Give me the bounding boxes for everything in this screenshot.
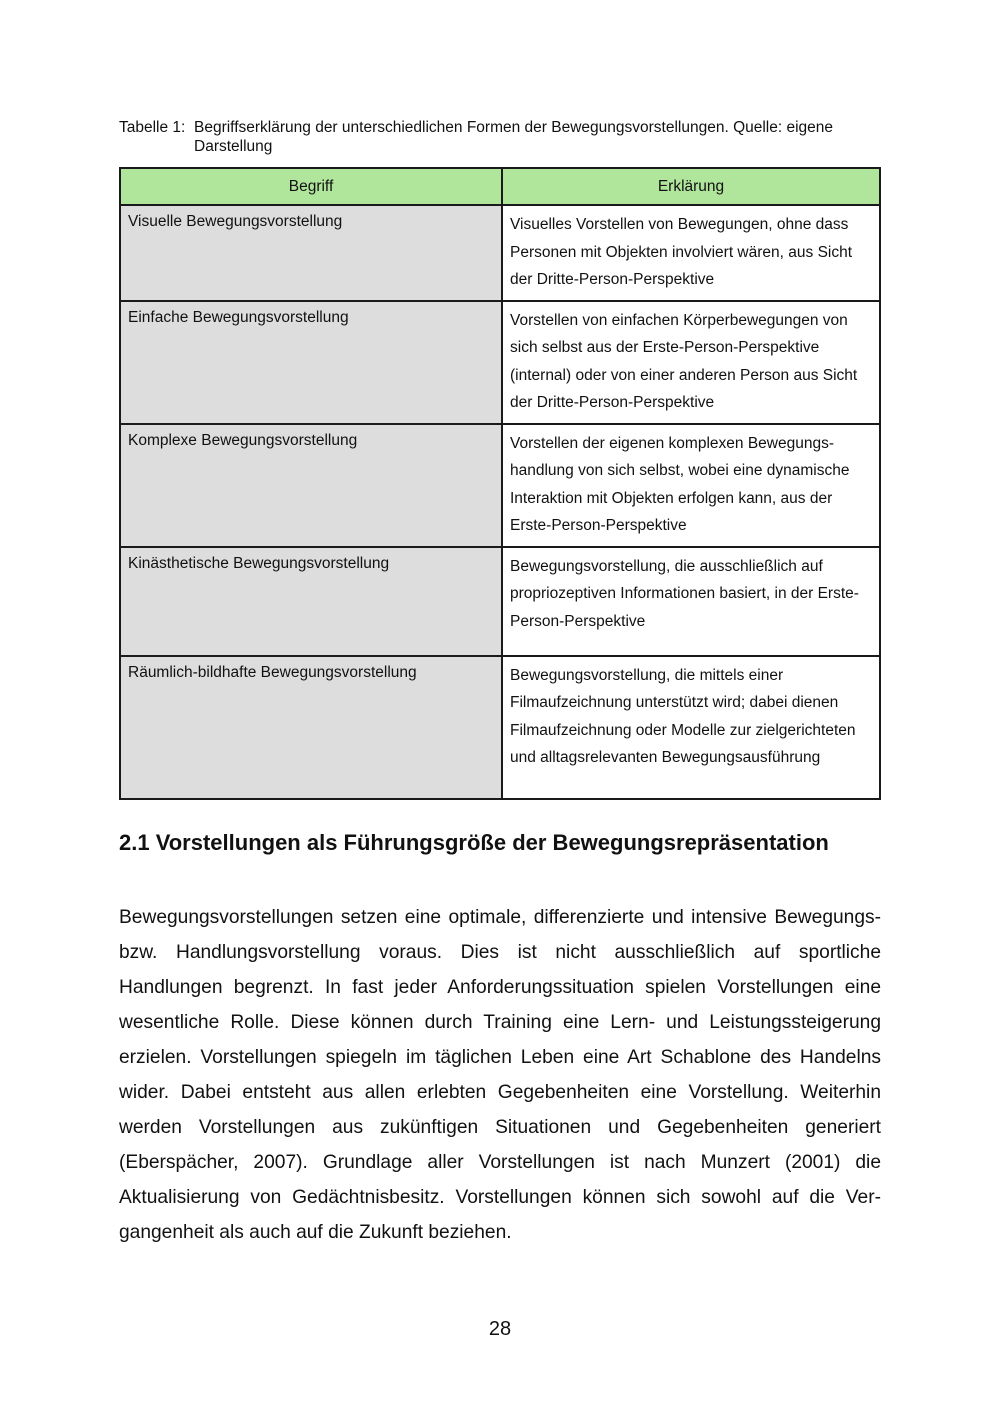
explanation-cell: Bewegungsvorstellung, die ausschließlich auf propriozeptiven Informationen basiert, in der Erste-Person-Perspektive bbox=[502, 547, 880, 656]
table-caption bbox=[119, 118, 879, 156]
table-caption-label: Tabelle 1: bbox=[119, 119, 186, 136]
explanation-cell: Visuelles Vorstellen von Bewegungen, ohne dass Personen mit Objekten involviert wären, aus Sicht der Dritte-Person-Perspektive bbox=[502, 205, 880, 301]
column-header-term: Begriff bbox=[120, 168, 502, 205]
term-cell: Einfache Bewegungsvorstellung bbox=[120, 301, 502, 424]
term-cell: Räumlich-bildhafte Bewegungsvorstellung bbox=[120, 656, 502, 799]
term-cell: Visuelle Bewegungsvorstellung bbox=[120, 205, 502, 301]
explanation-cell: Vorstellen der eigenen komplexen Bewegungs-handlung von sich selbst, wobei eine dynamische Interaktion mit Objekten erfolgen kann, aus der Erste-Person-Perspektive bbox=[502, 424, 880, 547]
table-header-row bbox=[120, 168, 880, 205]
table-row bbox=[120, 656, 880, 799]
section-heading: 2.1 Vorstellungen als Führungsgröße der Bewegungsrepräsentation bbox=[119, 830, 829, 855]
explanation-cell: Bewegungsvorstellung, die mittels einer Filmaufzeichnung unterstützt wird; dabei dienen Filmaufzeichnung oder Modelle zur zielgerichteten und alltagsrelevanten Bewegungsausführung bbox=[502, 656, 880, 799]
table-caption-text: Begriffserklärung der unterschiedlichen Formen der Bewegungsvorstellungen. Quelle: eigene Darstellung bbox=[194, 119, 834, 155]
definitions-table bbox=[119, 167, 881, 800]
table-row bbox=[120, 547, 880, 656]
table-row bbox=[120, 301, 880, 424]
table-row bbox=[120, 205, 880, 301]
explanation-cell: Vorstellen von einfachen Körperbewegungen von sich selbst aus der Erste-Person-Perspektive (internal) oder von einer anderen Person aus Sicht der Dritte-Person-Perspektive bbox=[502, 301, 880, 424]
table-row bbox=[120, 424, 880, 547]
term-cell: Kinästhetische Bewegungsvorstellung bbox=[120, 547, 502, 656]
body-paragraph: Bewegungsvorstellungen setzen eine optimale, differenzierte und intensive Bewegungs- bzw. Handlungsvorstellung voraus. Dies ist nicht ausschließlich auf sportliche Handlungen begrenzt. In fast jeder Anforderungssituation spielen Vorstellungen eine wesentliche Rolle. Diese können durch Training eine Lern- und Leistungssteigerung erzielen. Vorstellungen spiegeln im täglichen Leben eine Art Schablone des Handelns wider. Dabei entsteht aus allen erlebten Gegebenheiten eine Vorstellung. Weiterhin werden Vorstellungen aus zukünftigen Situationen und Gegebenheiten generiert (Eberspächer, 2007). Grundlage aller Vorstellungen ist nach Munzert (2001) die Aktualisierung von Gedächtnisbesitz. Vorstellungen können sich sowohl auf die Vergangenheit als auch auf die Zukunft beziehen. bbox=[119, 907, 881, 1243]
term-cell: Komplexe Bewegungsvorstellung bbox=[120, 424, 502, 547]
column-header-explanation: Erklärung bbox=[502, 168, 880, 205]
page-number: 28 bbox=[488, 1318, 512, 1340]
